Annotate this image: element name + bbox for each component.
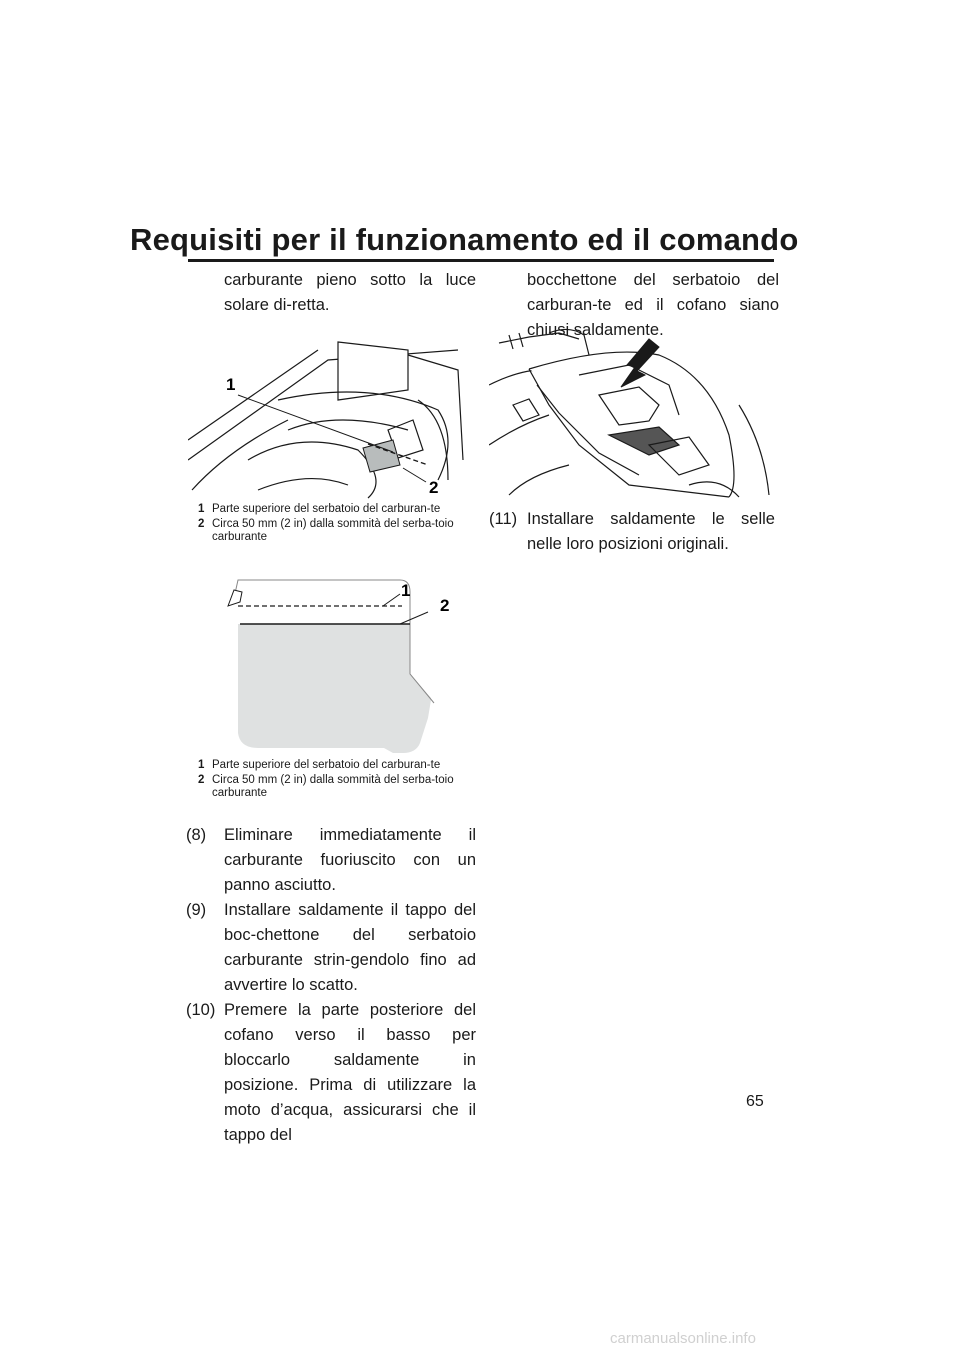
legend-text: Circa 50 mm (2 in) dalla sommità del serba-toio carburante bbox=[212, 518, 454, 543]
legend-number: 1 bbox=[198, 759, 205, 771]
page-header-title: Requisiti per il funzionamento ed il comando bbox=[130, 222, 799, 257]
figure2-callout-1: 1 bbox=[401, 581, 411, 600]
left-column-intro bbox=[186, 268, 476, 318]
step-number: (10) bbox=[186, 1001, 216, 1019]
fuel-level-diagram bbox=[188, 578, 474, 756]
figure-fuel-tank-hull bbox=[188, 340, 474, 500]
list-item bbox=[186, 898, 476, 998]
page-number: 65 bbox=[746, 1093, 764, 1110]
figure2-callout-2: 2 bbox=[440, 596, 450, 615]
figure1-callout-2: 2 bbox=[429, 478, 439, 497]
intro-paragraph-right: bocchettone del serbatoio del carburan-te ed il cofano siano chiusi saldamente. bbox=[527, 271, 779, 339]
watercraft-hood-illustration bbox=[489, 325, 775, 501]
list-item bbox=[186, 998, 476, 1148]
left-column-steps bbox=[186, 823, 476, 1148]
legend-text: Parte superiore del serbatoio del carburan-te bbox=[212, 503, 441, 515]
figure-fuel-level-diagram bbox=[188, 578, 474, 756]
fuel-tank-hull-illustration bbox=[188, 340, 474, 500]
watermark: carmanualsonline.info bbox=[610, 1330, 756, 1347]
step-text: Installare saldamente le selle nelle loro posizioni originali. bbox=[527, 510, 775, 553]
legend-item bbox=[198, 759, 474, 772]
figure1-callout-1: 1 bbox=[226, 375, 236, 394]
list-item bbox=[186, 823, 476, 898]
step-text: Installare saldamente il tappo del boc-chettone del serbatoio carburante strin-gendolo fino ad avvertire lo scatto. bbox=[224, 901, 476, 994]
step-number: (11) bbox=[489, 510, 518, 528]
figure-watercraft-hood bbox=[489, 325, 775, 501]
figure1-legend bbox=[198, 503, 474, 546]
legend-item bbox=[198, 774, 474, 800]
step-number: (8) bbox=[186, 826, 207, 844]
header-rule bbox=[188, 259, 774, 262]
step-text: Premere la parte posteriore del cofano verso il basso per bloccarlo saldamente in posizione. Prima di utilizzare la moto d’acqua, assicurarsi che il tappo del bbox=[224, 1001, 476, 1144]
legend-number: 1 bbox=[198, 503, 205, 515]
step-number: (9) bbox=[186, 901, 207, 919]
legend-item bbox=[198, 503, 474, 516]
list-item bbox=[489, 507, 775, 557]
legend-item bbox=[198, 518, 474, 544]
legend-text: Circa 50 mm (2 in) dalla sommità del serba-toio carburante bbox=[212, 774, 454, 799]
intro-paragraph-left: carburante pieno sotto la luce solare di-retta. bbox=[224, 271, 476, 314]
figure2-legend bbox=[198, 759, 474, 802]
legend-number: 2 bbox=[198, 518, 205, 530]
legend-number: 2 bbox=[198, 774, 205, 786]
right-column-steps bbox=[489, 507, 775, 557]
step-text: Eliminare immediatamente il carburante fuoriuscito con un panno asciutto. bbox=[224, 826, 476, 894]
legend-text: Parte superiore del serbatoio del carburan-te bbox=[212, 759, 441, 771]
